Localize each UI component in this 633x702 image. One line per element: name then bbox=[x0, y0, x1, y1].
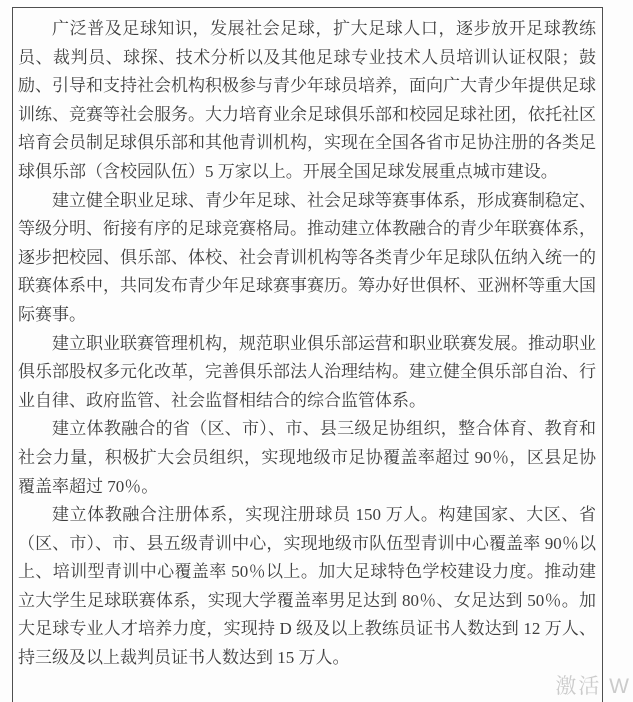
document-content bbox=[18, 15, 596, 673]
paragraph: 广泛普及足球知识，发展社会足球，扩大足球人口，逐步放开足球教练员、裁判员、球探、技术分析以及其他足球专业技术人员培训认证权限；鼓励、引导和支持社会机构积极参与青少年球员培养，面向广大青少年提供足球训练、竞赛等社会服务。大力培育业余足球俱乐部和校园足球社团，依托社区培育会员制足球俱乐部和其他青训机构，实现在全国各省市足协注册的各类足球俱乐部（含校园队伍）5 万家以上。开展全国足球发展重点城市建设。 bbox=[18, 19, 596, 181]
paragraph: 建立体教融合的省（区、市）、市、县三级足协组织，整合体育、教育和社会力量，积极扩大会员组织，实现地级市足协覆盖率超过 90％，区县足协覆盖率超过 70％。 bbox=[18, 419, 596, 496]
paragraph: 建立体教融合注册体系，实现注册球员 150 万人。构建国家、大区、省（区、市）、市、县五级青训中心，实现地级市队伍型青训中心覆盖率 90％以上、培训型青训中心覆盖率 50％以上。加大足球特色学校建设力度。推动建立大学生足球联赛体系，实现大学覆盖率男足达到 80％、女足达到 50％。加大足球专业人才培养力度，实现持 D 级及以上教练员证书人数达到 12 万人、持三级及以上裁判员证书人数达到 15 万人。 bbox=[18, 505, 596, 668]
document-frame bbox=[12, 7, 603, 702]
watermark: 激活 W bbox=[555, 675, 631, 698]
paragraph: 建立职业联赛管理机构，规范职业俱乐部运营和职业联赛发展。推动职业俱乐部股权多元化改革，完善俱乐部法人治理结构。建立健全俱乐部自治、行业自律、政府监管、社会监督相结合的综合监管体系。 bbox=[18, 333, 596, 410]
paragraph: 建立健全职业足球、青少年足球、社会足球等赛事体系，形成赛制稳定、等级分明、衔接有序的足球竞赛格局。推动建立体教融合的青少年联赛体系，逐步把校园、俱乐部、体校、社会青训机构等各类青少年足球队伍纳入统一的联赛体系中，共同发布青少年足球赛事赛历。筹办好世俱杯、亚洲杯等重大国际赛事。 bbox=[18, 190, 596, 324]
